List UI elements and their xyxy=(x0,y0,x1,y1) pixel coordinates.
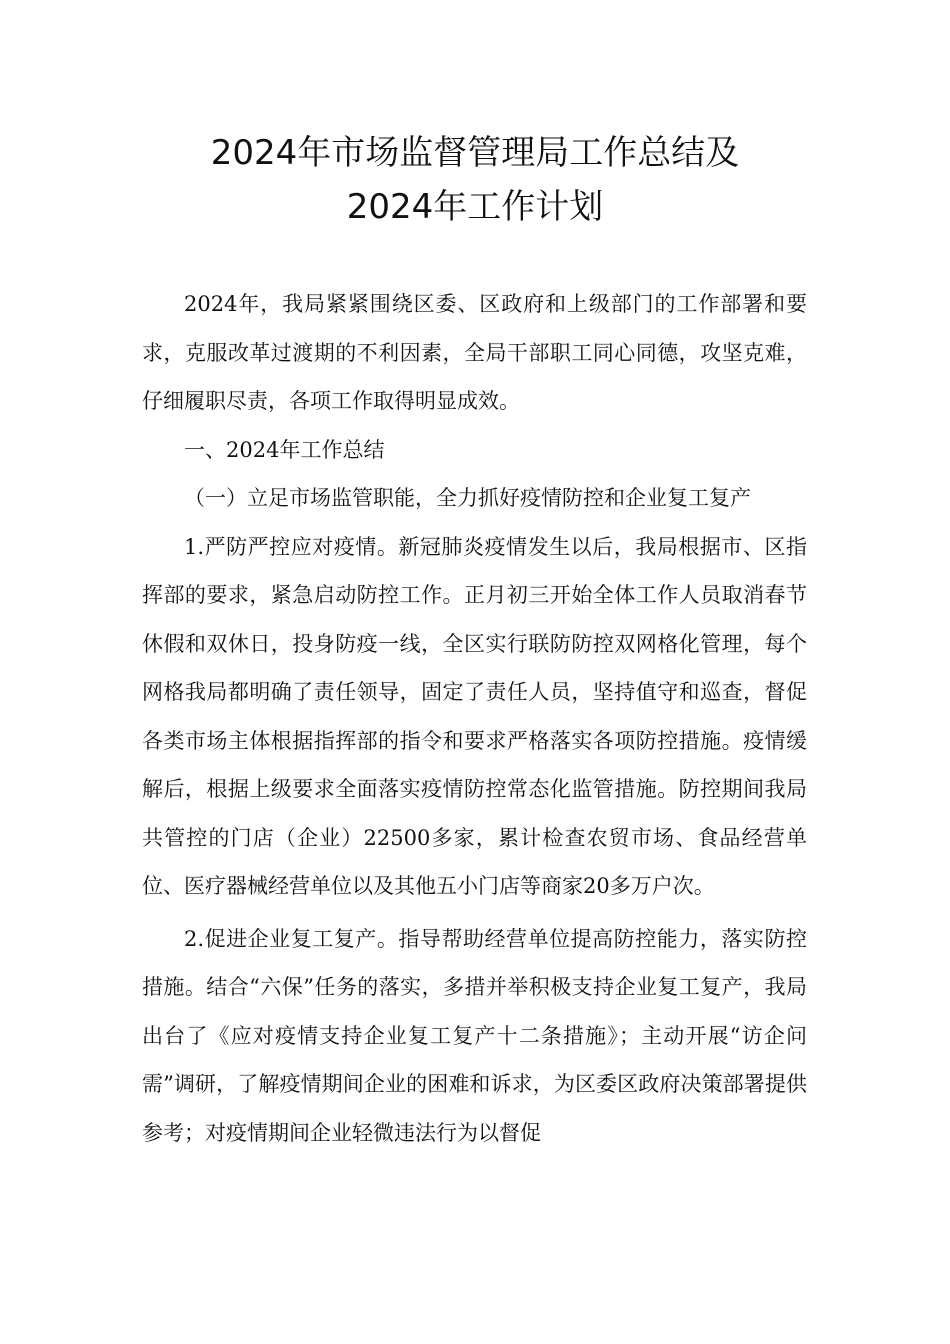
intro-paragraph: 2024年，我局紧紧围绕区委、区政府和上级部门的工作部署和要求，克服改革过渡期的不利因素，全局干部职工同心同德，攻坚克难，仔细履职尽责，各项工作取得明显成效。 xyxy=(142,292,807,413)
item-paragraph-1: 1.严防严控应对疫情。新冠肺炎疫情发生以后，我局根据市、区指挥部的要求，紧急启动防控工作。正月初三开始全体工作人员取消春节休假和双休日，投身防疫一线，全区实行联防防控双网格化管理，每个网格我局都明确了责任领导，固定了责任人员，坚持值守和巡查，督促各类市场主体根据指挥部的指令和要求严格落实各项防控措施。疫情缓解后，根据上级要求全面落实疫情防控常态化监管措施。防控期间我局共管控的门店（企业）22500多家，累计检查农贸市场、食品经营单位、医疗器械经营单位以及其他五小门店等商家20多万户次。 xyxy=(142,534,807,898)
document-title-line-1: 2024年市场监督管理局工作总结及 xyxy=(210,133,740,173)
subsection-heading: （一）立足市场监管职能，全力抓好疫情防控和企业复工复产 xyxy=(184,486,751,510)
document-title-line-2: 2024年工作计划 xyxy=(346,187,604,227)
item-paragraph-2: 2.促进企业复工复产。指导帮助经营单位提高防控能力，落实防控措施。结合“六保”任务的落实，多措并举积极支持企业复工复产，我局出台了《应对疫情支持企业复工复产十二条措施》；主动开展“访企问需”调研，了解疫情期间企业的困难和诉求，为区委区政府决策部署提供参考；对疫情期间企业轻微违法行为以督促 xyxy=(142,926,807,1145)
section-heading: 一、2024年工作总结 xyxy=(184,437,385,462)
document-body xyxy=(142,280,807,1157)
